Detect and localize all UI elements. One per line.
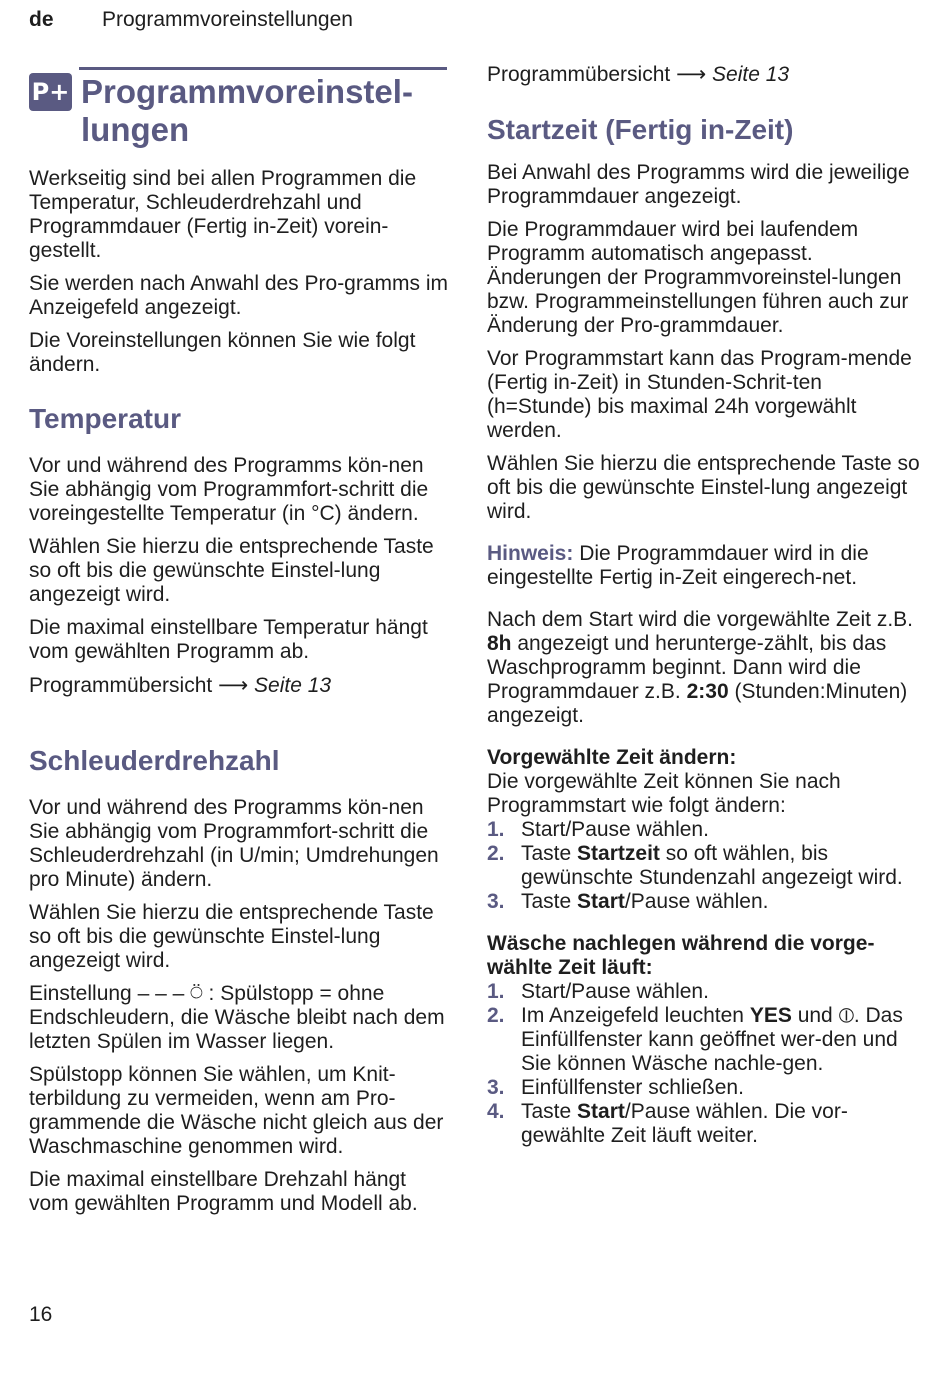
language-code: de bbox=[29, 8, 54, 31]
reload-laundry-block bbox=[487, 932, 927, 1148]
arrow-right-icon: ⟶ bbox=[676, 62, 707, 86]
page-number: 16 bbox=[29, 1303, 53, 1326]
hint-text: Die Programmdauer wird in die eingestellte Fertig in-Zeit eingerech-net. bbox=[487, 542, 869, 589]
temperature-paragraph-3: Die maximal einstellbare Temperatur hängt vom gewählten Programm ab. bbox=[29, 616, 428, 663]
spin-speed-heading: Schleuderdrehzahl bbox=[29, 745, 280, 776]
intro-paragraph-1: Werkseitig sind bei allen Programmen die Temperatur, Schleuderdrehzahl und Programmdauer (Fertig in-Zeit) vorein-gestellt. bbox=[29, 167, 417, 262]
step-number: 2. bbox=[487, 842, 505, 865]
step-text: /Pause wählen. bbox=[624, 890, 769, 913]
list-item bbox=[487, 980, 927, 1004]
step-number: 3. bbox=[487, 1076, 505, 1099]
spin-paragraph-2: Wählen Sie hierzu die entsprechende Taste so oft bis die gewünschte Einstel-lung angezeigt wird. bbox=[29, 901, 434, 972]
step-text: Taste bbox=[521, 890, 572, 913]
reference-page-link[interactable]: Seite 13 bbox=[254, 674, 332, 697]
temperature-page-reference bbox=[29, 673, 449, 698]
program-overview-reference bbox=[487, 62, 927, 87]
temperature-paragraph-2: Wählen Sie hierzu die entsprechende Taste so oft bis die gewünschte Einstel-lung angezeigt wird. bbox=[29, 535, 434, 606]
preselected-time-example: 8h bbox=[487, 632, 512, 655]
title-rule bbox=[79, 67, 447, 70]
start-paragraph-3: Vor Programmstart kann das Program-mende (Fertig in-Zeit) in Stunden-Schrit-ten (h=Stunde) bis maximal 24h vorgewählt werden. bbox=[487, 347, 912, 442]
reference-text: Programmübersicht bbox=[29, 674, 213, 697]
reference-text: Programmübersicht bbox=[487, 63, 671, 86]
step-text: Taste bbox=[521, 842, 572, 865]
hint-label: Hinweis: bbox=[487, 542, 574, 565]
after-start-text-c: angezeigt und herunterge-zählt, bis das Waschprogramm beginnt. Dann wird die Programmdauer z.B. bbox=[487, 632, 887, 703]
step-number: 4. bbox=[487, 1100, 505, 1123]
step-text: /Pause wählen. Die vor-gewählte Zeit läuft weiter. bbox=[521, 1100, 848, 1147]
change-time-steps bbox=[487, 818, 927, 914]
start-time-section bbox=[487, 114, 927, 1148]
list-item bbox=[487, 1076, 927, 1100]
reference-page-link[interactable]: Seite 13 bbox=[712, 63, 790, 86]
temperature-heading: Temperatur bbox=[29, 403, 181, 434]
start-paragraph-4: Wählen Sie hierzu die entsprechende Taste so oft bis die gewünschte Einstel-lung angezeigt wird. bbox=[487, 452, 920, 523]
step-text: Start/Pause wählen. bbox=[521, 980, 709, 1003]
after-start-text-a: Nach dem Start wird die vorgewählte Zeit z.B. bbox=[487, 608, 914, 631]
page-header bbox=[29, 8, 930, 36]
change-time-block bbox=[487, 746, 927, 914]
step-text: Start/Pause wählen. bbox=[521, 818, 709, 841]
step-text: so oft wählen, bis gewünschte Stundenzahl angezeigt wird. bbox=[521, 842, 903, 889]
step-number: 1. bbox=[487, 818, 505, 841]
list-item bbox=[487, 890, 927, 914]
chapter-title-line2: lungen bbox=[81, 111, 190, 148]
list-item bbox=[487, 818, 927, 842]
display-indicator: YES bbox=[749, 1004, 792, 1027]
start-paragraph-2: Die Programmdauer wird bei laufendem Programm automatisch angepasst. Änderungen der Programmvoreinstel-lungen bzw. Programmeinstellungen führen auch zur Änderung der Pro-grammdauer. bbox=[487, 218, 909, 337]
intro-paragraph-3: Die Voreinstellungen können Sie wie folgt ändern. bbox=[29, 329, 416, 376]
after-start-paragraph bbox=[487, 608, 927, 728]
start-time-heading: Startzeit (Fertig in-Zeit) bbox=[487, 114, 794, 145]
temperature-section bbox=[29, 403, 449, 698]
start-paragraph-1: Bei Anwahl des Programms wird die jeweilige Programmdauer angezeigt. bbox=[487, 161, 910, 208]
step-text: Im Anzeigefeld leuchten bbox=[521, 1004, 744, 1027]
list-item bbox=[487, 842, 927, 890]
arrow-right-icon: ⟶ bbox=[218, 673, 249, 697]
chapter-title-line1: Programmvoreinstel- bbox=[81, 73, 413, 110]
spin-speed-section bbox=[29, 745, 449, 1216]
step-number: 2. bbox=[487, 1004, 505, 1027]
spin-paragraph-5: Die maximal einstellbare Drehzahl hängt vom gewählten Programm und Modell ab. bbox=[29, 1168, 418, 1215]
step-number: 3. bbox=[487, 890, 505, 913]
spin-paragraph-1: Vor und während des Programms kön-nen Sie abhängig vom Programmfort-schritt die Schleuderdrehzahl (in U/min; Umdrehungen pro Minute) ändern. bbox=[29, 796, 439, 891]
intro-block bbox=[29, 167, 449, 377]
reload-laundry-steps bbox=[487, 980, 927, 1148]
change-time-heading: Vorgewählte Zeit ändern: bbox=[487, 746, 737, 769]
program-settings-icon: P+ bbox=[29, 73, 72, 111]
spin-paragraph-4: Spülstopp können Sie wählen, um Knit-terbildung zu vermeiden, wenn am Pro-grammende die Wäsche nicht gleich aus der Waschmaschine genommen wird. bbox=[29, 1063, 444, 1158]
chapter-title bbox=[81, 73, 413, 149]
step-number: 1. bbox=[487, 980, 505, 1003]
reload-laundry-heading: Wäsche nachlegen während die vorge-wählte Zeit läuft: bbox=[487, 932, 875, 979]
button-name: Start bbox=[577, 1100, 625, 1123]
step-text: und ⦶. Das Einfüllfenster kann geöffnet wer-den und Sie können Wäsche nachle-gen. bbox=[521, 1004, 903, 1075]
button-name: Startzeit bbox=[577, 842, 660, 865]
list-item bbox=[487, 1100, 927, 1148]
step-text: Einfüllfenster schließen. bbox=[521, 1076, 744, 1099]
hint-note bbox=[487, 542, 927, 590]
intro-paragraph-2: Sie werden nach Anwahl des Pro-gramms im Anzeigefeld angezeigt. bbox=[29, 272, 449, 319]
step-text: Taste bbox=[521, 1100, 572, 1123]
spin-paragraph-3: Einstellung – – – ⍥ : Spülstopp = ohne Endschleudern, die Wäsche bleibt nach dem letzten Spülen im Wasser liegen. bbox=[29, 982, 445, 1053]
button-name: Start bbox=[577, 890, 625, 913]
change-time-intro: Die vorgewählte Zeit können Sie nach Programmstart wie folgt ändern: bbox=[487, 770, 841, 817]
temperature-paragraph-1: Vor und während des Programms kön-nen Sie abhängig vom Programmfort-schritt die voreingestellte Temperatur (in °C) ändern. bbox=[29, 454, 429, 525]
list-item bbox=[487, 1004, 927, 1076]
program-duration-example: 2:30 bbox=[686, 680, 729, 703]
after-start-text-e: (Stunden:Minuten) angezeigt. bbox=[487, 680, 908, 727]
running-section-title: Programmvoreinstellungen bbox=[102, 8, 353, 31]
